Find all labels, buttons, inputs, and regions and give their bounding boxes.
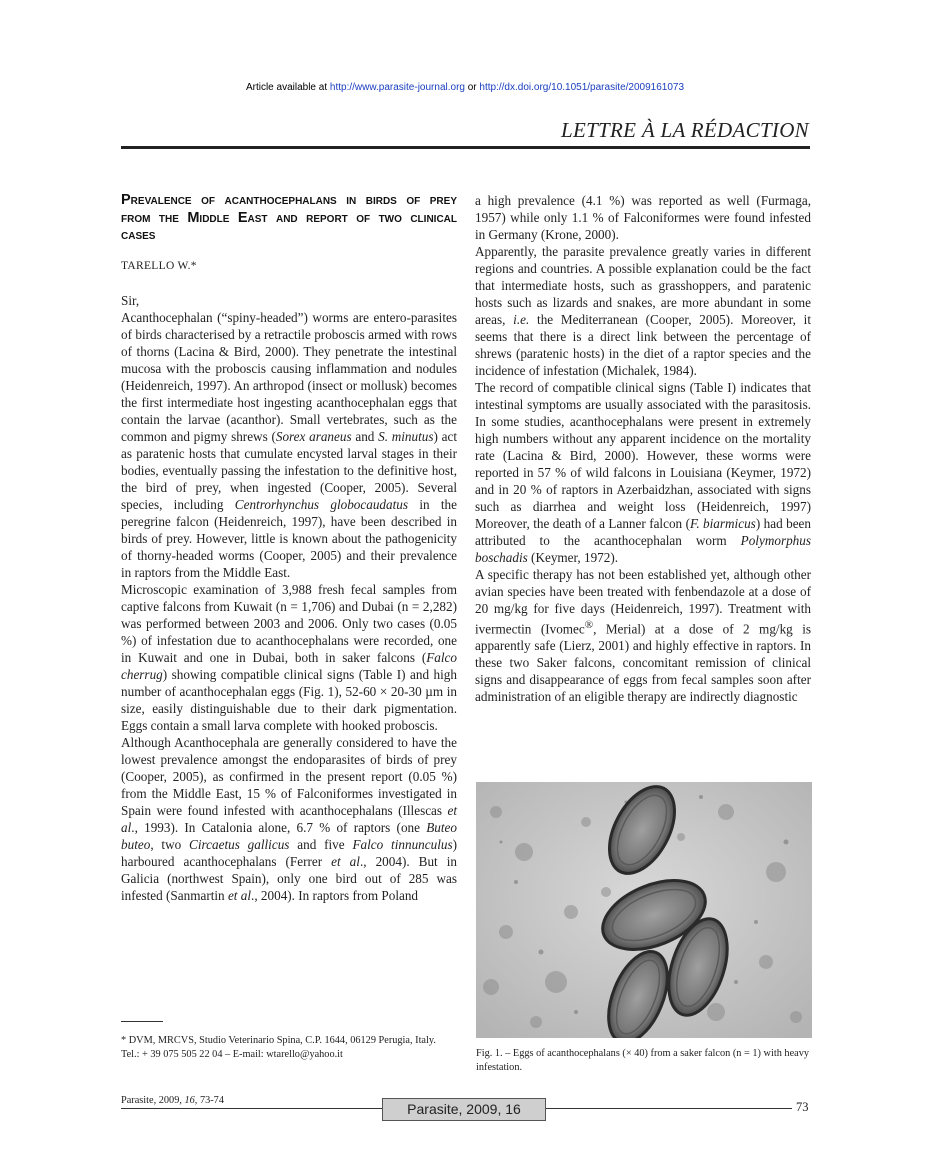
paragraph-5: The record of compatible clinical signs (Table I) indicates that intestinal symptoms are usually associated with the parasitosis. In some studies, acanthocephalans were present in extremely high numbers without any apparent incidence on the mortality rate (Lacina & Bird, 2000). However, these worms were reported in 57 % of wild falcons in Louisiana (Keymer, 1972) and in 20 % of raptors in Azerbaidzhan, associated with signs such as diarrhea and weight loss (Heidenreich, 1997) Moreover, the death of a Lanner falcon (F. biarmicus) had been attributed to the acanthocephalan worm Polymorphus boschadis (Keymer, 1972). [475, 380, 811, 565]
paragraph-6: A specific therapy has not been established yet, although other avian species have been treated with fenbendazole at a dose of 20 mg/kg for five days (Heidenreich, 1997). Treatment with ivermectin (Ivomec®, Merial) at a dose of 2 mg/kg is apparently safe (Lierz, 2001) and highly effective in raptors. In these two Saker falcons, concomitant remission of clinical signs and disappearance of eggs from fecal samples soon after administration of an eligible therapy are indirectly diagnostic [475, 567, 811, 705]
paragraph-4: Apparently, the parasite prevalence greatly varies in different regions and countries. A possible explanation could be the fact that intermediate hosts, such as grasshoppers, and paratenic hosts such as lizards and snakes, are more abundant in some areas, i.e. the Mediterranean (Cooper, 2005). Moreover, it seems that there is a direct link between the percentage of shrews (paratenic hosts) in the diet of a raptor species and the incidence of infestation (Michalek, 1984). [475, 244, 811, 378]
paragraph-1: Acanthocephalan (“spiny-headed”) worms are entero-parasites of birds characterised by a retractile proboscis armed with rows of thorns (Lacina & Bird, 2000). They penetrate the intestinal mucosa with the proboscis causing inflammation and nodules (Heidenreich, 1997). An arthropod (insect or mollusk) becomes the first intermediate host ingesting acanthocephalan eggs that contain the larvae (acanthor). Small vertebrates, such as the common and pigmy shrews (Sorex araneus and S. minutus) act as paratenic hosts that cumulate encysted larval stages in their bodies, eventually passing the infestation to the definitive host, the bird of prey, when ingested (Cooper, 2005). Several species, including Centrorhynchus globocaudatus in the peregrine falcon (Heidenreich, 1997), have been described in birds of prey. However, little is known about the pathogenicity of thorny-headed worms (Cooper, 2005) and their prevalence in raptors from the Middle East. [121, 309, 458, 580]
running-footer: Parasite, 2009, 16, 73-74 [121, 1095, 224, 1106]
header-rule [121, 146, 810, 149]
footnote-contact: Tel.: + 39 075 505 22 04 – E-mail: wtarello@yahoo.it [121, 1048, 343, 1060]
paragraph-3-continued: a high prevalence (4.1 %) was reported as well (Furmaga, 1957) while only 1.1 % of Falconiformes were found infested in Germany (Krone, 2000). [475, 193, 811, 242]
availability-prefix: Article available at [245, 82, 330, 93]
article-availability-line [0, 82, 930, 93]
salutation: Sir, [121, 292, 140, 308]
acanthocephalan-eggs-image [476, 782, 812, 1038]
article-title: Prevalence of acanthocephalans in birds of prey from the Middle East and report of two clinical cases [121, 192, 457, 243]
right-column [475, 192, 811, 705]
availability-middle: or [464, 82, 480, 93]
journal-url-link[interactable]: http://www.parasite-journal.org [329, 82, 465, 93]
doi-url-link[interactable]: http://dx.doi.org/10.1051/parasite/2009161073 [479, 82, 685, 93]
article-author: TARELLO W.* [121, 259, 197, 272]
paragraph-3: Although Acanthocephala are generally considered to have the lowest prevalence amongst the endoparasites of birds of prey (Cooper, 2005), as confirmed in the present report (0.05 %) from the Middle East, 15 % of Falconiformes investigated in Spain were found infested with acanthocephalans (Illescas et al., 1993). In Catalonia alone, 6.7 % of raptors (one Buteo buteo, two Circaetus gallicus and five Falco tinnunculus) harboured acanthocephalans (Ferrer et al., 2004). But in Galicia (northwest Spain), only one bird out of 285 was infested (Sanmartin et al., 2004). In raptors from Poland [121, 734, 458, 903]
footnote-affiliation: * DVM, MRCVS, Studio Veterinario Spina, C.P. 1644, 06129 Perugia, Italy. [121, 1035, 436, 1046]
left-column [121, 192, 457, 904]
footnote-rule [121, 1021, 163, 1022]
journal-footer-box: Parasite, 2009, 16 [382, 1098, 546, 1121]
paragraph-2: Microscopic examination of 3,988 fresh fecal samples from captive falcons from Kuwait (n = 1,706) and Dubai (n = 2,282) was performed between 2003 and 2006. Only two cases (0.05 %) of infestation due to acanthocephalans were recorded, one in Kuwait and one in Dubai, both in saker falcons (Falco cherrug) showing compatible clinical signs (Table I) and high number of acanthocephalan eggs (Fig. 1), 52-60 × 20-30 µm in size, easily distinguishable due to their dark pigmentation. Eggs contain a small larva complete with hooked proboscis. [121, 581, 457, 733]
section-title: LETTRE À LA RÉDACTION [560, 118, 809, 142]
figure-caption: Fig. 1. – Eggs of acanthocephalans (× 40) from a saker falcon (n = 1) with heavy infestation. [476, 1048, 810, 1073]
page-number: 73 [796, 1100, 809, 1114]
author-footnote [121, 1034, 457, 1061]
micrograph-figure [476, 782, 812, 1038]
